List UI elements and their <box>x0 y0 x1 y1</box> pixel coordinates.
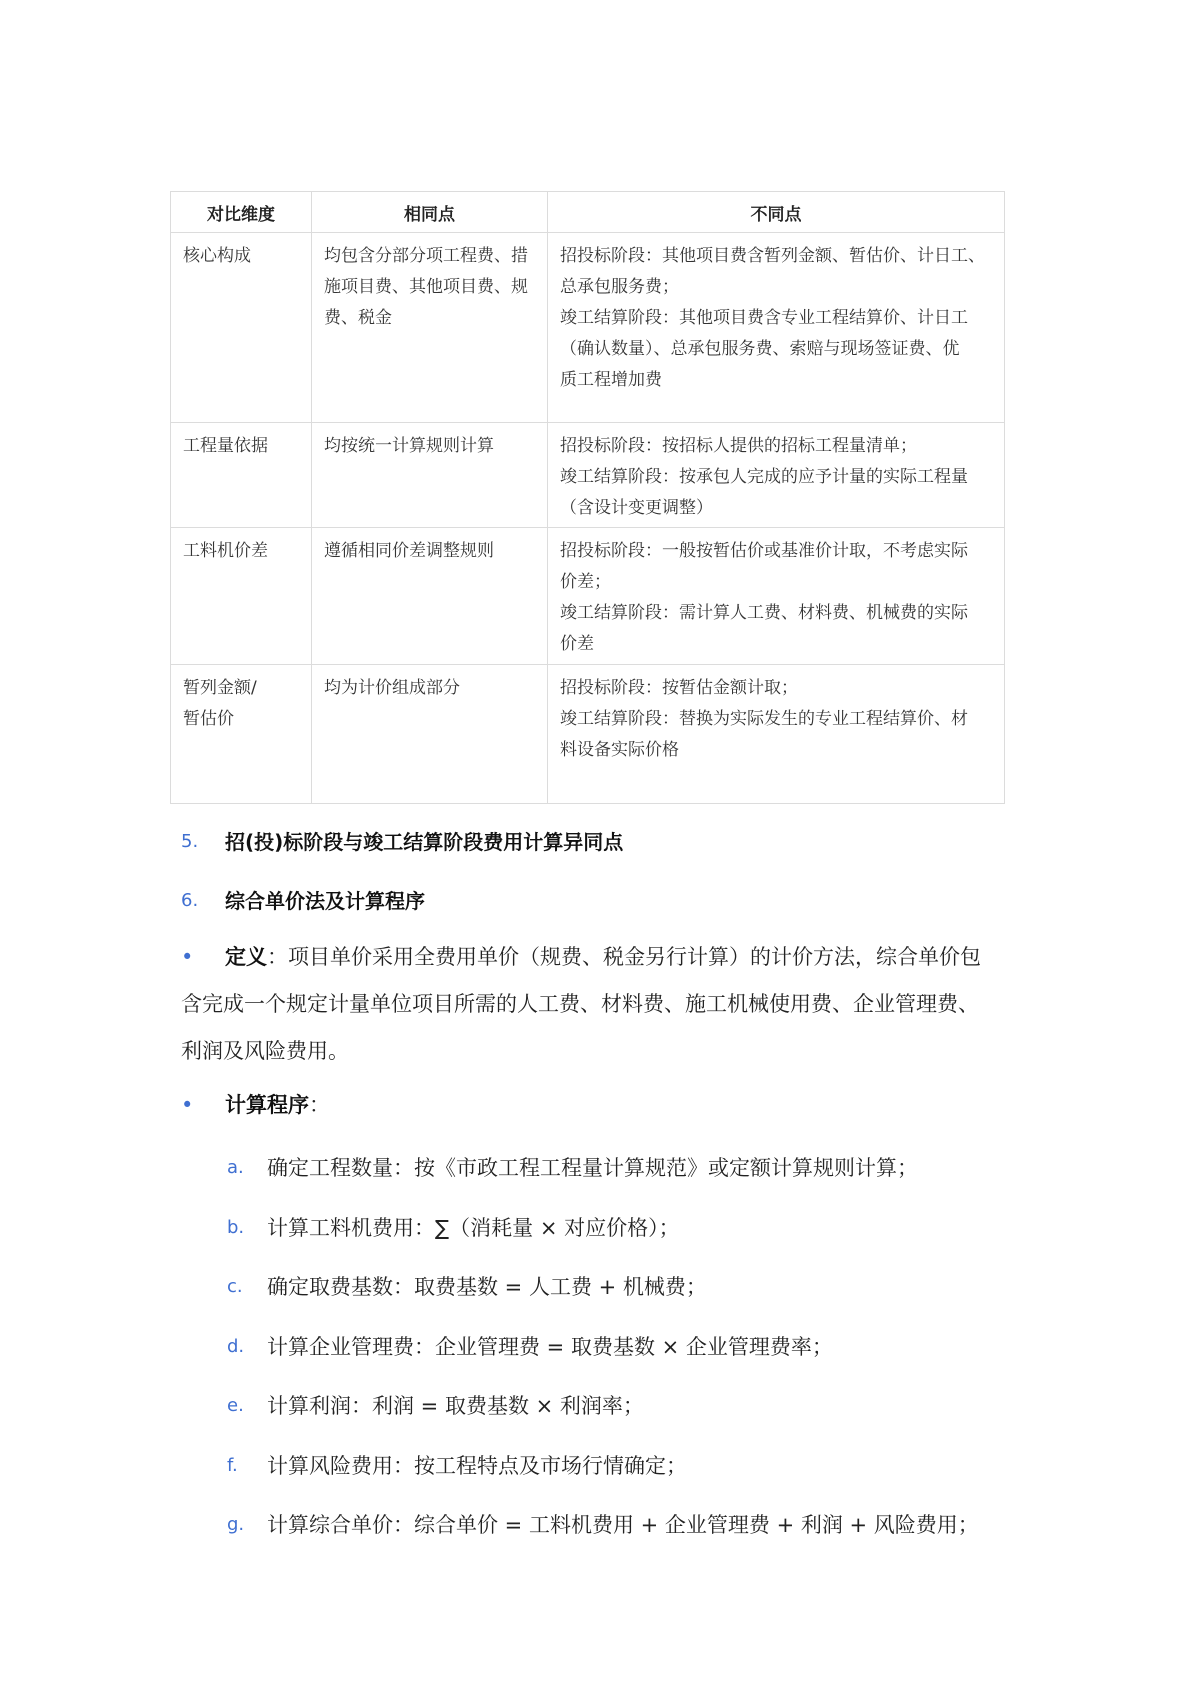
procedure-label: 计算程序 <box>225 1093 309 1117</box>
cell-diff <box>548 233 1005 423</box>
table-row <box>171 528 1005 665</box>
header-dimension: 对比维度 <box>171 192 312 233</box>
heading-number: 6. <box>181 890 199 911</box>
cell-line: 均为计价组成部分 <box>324 678 460 698</box>
step-text: 计算风险费用：按工程特点及市场行情确定； <box>267 1454 687 1478</box>
cell-line: 均包含分部分项工程费、措 <box>324 246 528 266</box>
table-row <box>171 423 1005 528</box>
cell-line: 工料机价差 <box>183 541 268 561</box>
step-text: 计算企业管理费：企业管理费 = 取费基数 × 企业管理费率； <box>267 1335 833 1359</box>
step-letter: g. <box>227 1514 245 1535</box>
cell-line: 料设备实际价格 <box>560 740 679 760</box>
cell-line: 价差； <box>560 572 611 592</box>
cell-line: 竣工结算阶段：替换为实际发生的专业工程结算价、材 <box>560 709 968 729</box>
cell-dimension <box>171 233 312 423</box>
heading-text: 综合单价法及计算程序 <box>225 889 425 913</box>
definition-line: ：项目单价采用全费用单价（规费、税金另行计算）的计价方法，综合单价包 <box>267 945 981 969</box>
cell-dimension <box>171 423 312 528</box>
cell-line: 竣工结算阶段：需计算人工费、材料费、机械费的实际 <box>560 603 968 623</box>
table-header-row <box>171 192 1005 233</box>
cell-line: 暂列金额/ <box>183 678 257 698</box>
definition-label: 定义 <box>225 945 267 969</box>
cell-line: 暂估价 <box>183 709 234 729</box>
cell-line: 工程量依据 <box>183 436 268 456</box>
cell-diff <box>548 423 1005 528</box>
definition-paragraph <box>181 934 1021 1075</box>
cell-line: 核心构成 <box>183 246 251 266</box>
cell-same <box>312 528 548 665</box>
step-text: 确定工程数量：按《市政工程工程量计算规范》或定额计算规则计算； <box>267 1156 918 1180</box>
header-same: 相同点 <box>312 192 548 233</box>
step-letter: a. <box>227 1157 244 1178</box>
procedure-suffix: ： <box>309 1093 330 1117</box>
step-text: 计算利润：利润 = 取费基数 × 利润率； <box>267 1394 644 1418</box>
step-letter: f. <box>227 1455 238 1476</box>
cell-dimension <box>171 528 312 665</box>
step-letter: d. <box>227 1336 245 1357</box>
cell-line: 竣工结算阶段：按承包人完成的应予计量的实际工程量 <box>560 467 968 487</box>
bullet-icon: • <box>181 1093 194 1117</box>
heading-number: 5. <box>181 831 199 852</box>
step-text: 计算工料机费用：∑（消耗量 × 对应价格）； <box>267 1216 680 1240</box>
cell-line: 招投标阶段：其他项目费含暂列金额、暂估价、计日工、 <box>560 246 985 266</box>
cell-line: 遵循相同价差调整规则 <box>324 541 494 561</box>
cell-same <box>312 233 548 423</box>
table-row <box>171 665 1005 804</box>
cell-line: 费、税金 <box>324 308 392 328</box>
cell-line: 招投标阶段：按招标人提供的招标工程量清单； <box>560 436 917 456</box>
cell-line: 质工程增加费 <box>560 370 662 390</box>
step-text: 计算综合单价：综合单价 = 工料机费用 + 企业管理费 + 利润 + 风险费用； <box>267 1513 979 1537</box>
cell-same <box>312 665 548 804</box>
cell-line: 竣工结算阶段：其他项目费含专业工程结算价、计日工 <box>560 308 968 328</box>
cell-line: （确认数量）、总承包服务费、索赔与现场签证费、优 <box>560 339 960 359</box>
cell-line: 招投标阶段：按暂估金额计取； <box>560 678 798 698</box>
cell-line: 总承包服务费； <box>560 277 679 297</box>
header-diff: 不同点 <box>548 192 1005 233</box>
step-text: 确定取费基数：取费基数 = 人工费 + 机械费； <box>267 1275 707 1299</box>
cell-line: 招投标阶段：一般按暂估价或基准价计取，不考虑实际 <box>560 541 968 561</box>
cell-diff <box>548 528 1005 665</box>
table-row <box>171 233 1005 423</box>
procedure-heading <box>181 1082 1021 1129</box>
heading-text: 招(投)标阶段与竣工结算阶段费用计算异同点 <box>225 830 624 854</box>
comparison-table <box>170 191 1005 804</box>
definition-line: 利润及风险费用。 <box>181 1039 349 1063</box>
cell-dimension <box>171 665 312 804</box>
step-letter: c. <box>227 1276 243 1297</box>
bullet-icon: • <box>181 945 194 969</box>
cell-line: 施项目费、其他项目费、规 <box>324 277 528 297</box>
cell-same <box>312 423 548 528</box>
definition-line: 含完成一个规定计量单位项目所需的人工费、材料费、施工机械使用费、企业管理费、 <box>181 992 979 1016</box>
cell-line: 均按统一计算规则计算 <box>324 436 494 456</box>
cell-line: （含设计变更调整） <box>560 498 713 518</box>
step-letter: b. <box>227 1217 245 1238</box>
cell-line: 价差 <box>560 634 594 654</box>
cell-diff <box>548 665 1005 804</box>
step-letter: e. <box>227 1395 244 1416</box>
